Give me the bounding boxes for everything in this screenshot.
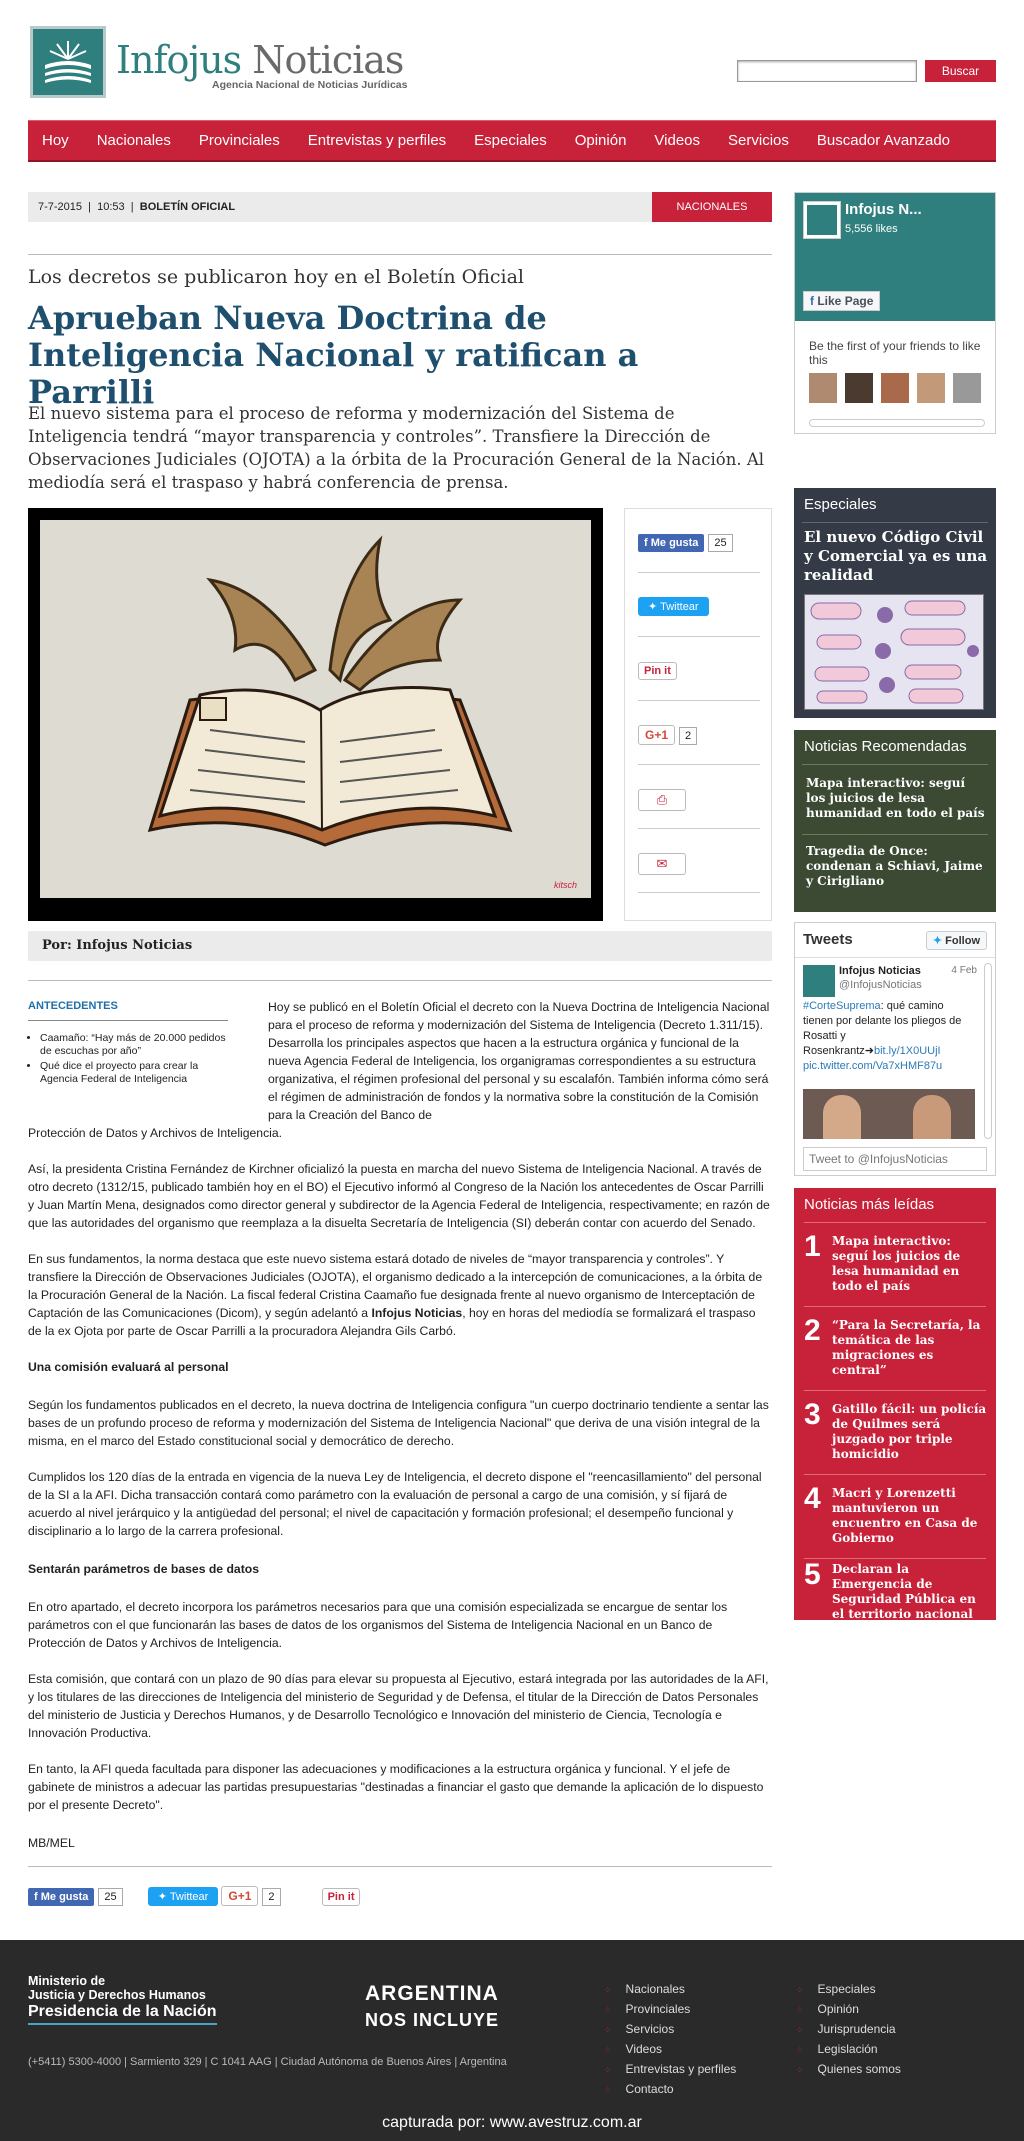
- footer-link-label: Especiales: [817, 1982, 876, 1996]
- footer-link[interactable]: [796, 2022, 896, 2036]
- facebook-widget: [794, 192, 996, 434]
- fb-like-button[interactable]: [28, 1888, 94, 1906]
- article-title: Aprueban Nueva Doctrina de Inteligencia Nacional y ratifican a Parrilli: [28, 299, 639, 411]
- email-button[interactable]: [638, 853, 686, 875]
- signature: MB/MEL: [28, 1836, 75, 1850]
- facebook-icon: f: [810, 294, 818, 308]
- tweet-label: Twittear: [169, 1891, 209, 1903]
- fb-cover[interactable]: [795, 193, 995, 321]
- article-source[interactable]: BOLETÍN OFICIAL: [139, 201, 236, 213]
- fb-scrollbar[interactable]: [809, 419, 985, 427]
- share-twitter: [638, 573, 760, 637]
- footer-link-label: Servicios: [625, 2022, 675, 2036]
- subheading-2: Sentarán parámetros de bases de datos: [28, 1562, 259, 1576]
- tweets-scrollbar[interactable]: [984, 963, 992, 1139]
- mas-leida-link[interactable]: Mapa interactivo: seguí los juicios de lesa humanidad en todo el país: [832, 1234, 961, 1293]
- footer-contact: (+5411) 5300-4000 | Sarmiento 329 | C 1041 AAG | Ciudad Autónoma de Buenos Aires | Argentina: [28, 2056, 507, 2068]
- especiales-title[interactable]: El nuevo Código Civil y Comercial ya es una realidad: [804, 528, 988, 584]
- fb-like-count: 25: [98, 1888, 122, 1906]
- paragraph-3-bold: Infojus Noticias: [371, 1306, 463, 1320]
- article-date: 7-7-2015: [38, 201, 83, 213]
- share-googleplus: [638, 701, 760, 765]
- tweet-avatar[interactable]: [803, 965, 835, 997]
- especiales-image[interactable]: [804, 594, 984, 710]
- brand-subtitle: Agencia Nacional de Noticias Jurídicas: [212, 79, 408, 91]
- bullet-icon: ⁘: [796, 1985, 804, 1995]
- paragraph-3-c: , hoy en horas del mediodía se formalizará el traspaso de la ex Ojota por parte de Oscar Parrilli a la procuradora Alejandra Gils Carbó.: [28, 1306, 756, 1338]
- mas-leida-link[interactable]: “Para la Secretaría, la temática de las migraciones es central”: [832, 1318, 981, 1377]
- footer-link-label: Quienes somos: [817, 2062, 901, 2076]
- paragraph-8: En tanto, la AFI queda facultada para disponer las adecuaciones y modificaciones a la estructura orgánica y funcional. Y el jefe de gabinete de ministros a adecuar las partidas presupuestarias "destinadas a financiar el gasto que demande la aplicación de lo dispuesto por el presente Decreto".: [28, 1762, 764, 1812]
- divider: [28, 980, 772, 981]
- tweet-photo[interactable]: [803, 1089, 975, 1139]
- rank-number: 3: [804, 1398, 821, 1431]
- footer-link[interactable]: [604, 2002, 690, 2016]
- paragraph-6: En otro apartado, el decreto incorpora los parámetros necesarios para que una comisión especializada se encargue de sentar los parámetros con el que funcionarán las bases de datos de los organismos del Sistema de Inteligencia Nacional en un Banco de Protección de Datos y Archivos de Inteligencia.: [28, 1600, 728, 1650]
- fb-like-button[interactable]: [638, 534, 704, 552]
- presidencia-logo[interactable]: Presidencia de la Nación: [28, 2003, 217, 2025]
- paragraph-3: [28, 1250, 772, 1340]
- fb-friend-avatar[interactable]: [845, 373, 873, 403]
- envelope-icon: ✉: [656, 856, 668, 871]
- recomendadas-head: Noticias Recomendadas: [804, 738, 967, 755]
- antecedentes-list: [40, 1032, 230, 1088]
- twitter-widget: [794, 922, 996, 1176]
- fb-like-page-label: Like Page: [817, 294, 874, 308]
- footer-link-label: Nacionales: [625, 1982, 685, 1996]
- fb-friend-avatar[interactable]: [881, 373, 909, 403]
- footer-link-label: Videos: [625, 2042, 663, 2056]
- nav-hoy[interactable]: Hoy: [42, 132, 69, 149]
- fb-page-likes: 5,556 likes: [845, 223, 898, 235]
- mas-leida-link[interactable]: Declaran la Emergencia de Seguridad Pública en el territorio nacional: [832, 1562, 976, 1621]
- bottom-share-bar: [28, 1886, 772, 1908]
- footer-link-label: Jurisprudencia: [817, 2022, 896, 2036]
- bullet-icon: ⁘: [604, 2065, 612, 2075]
- mas-leida-item[interactable]: [804, 1230, 990, 1304]
- brand-noticias: Noticias: [252, 38, 404, 82]
- tweet-link[interactable]: bit.ly/1X0UUjI: [873, 1045, 941, 1057]
- bullet-icon: ⁘: [796, 2045, 804, 2055]
- footer-link[interactable]: [604, 2022, 674, 2036]
- site-logo[interactable]: [30, 26, 106, 98]
- tweet-pic-link[interactable]: pic.twitter.com/Va7xHMF87u: [803, 1060, 943, 1072]
- tweet-handle[interactable]: @InfojusNoticias: [839, 979, 922, 991]
- nav-servicios[interactable]: Servicios: [728, 132, 789, 149]
- recomendada-link[interactable]: Mapa interactivo: seguí los juicios de lesa humanidad en todo el país: [806, 776, 985, 820]
- paragraph-1-end: Protección de Datos y Archivos de Inteligencia.: [28, 1126, 283, 1140]
- footer-link-label: Provinciales: [625, 2002, 691, 2016]
- footer-link[interactable]: [604, 2082, 674, 2096]
- rank-number: 5: [804, 1558, 821, 1591]
- print-button[interactable]: [638, 789, 686, 811]
- footer-link[interactable]: [604, 1982, 685, 1996]
- bullet-icon: ⁘: [796, 2025, 804, 2035]
- codigo-civil-illustration: [805, 595, 983, 709]
- paragraph-3-a: En sus fundamentos, la norma destaca que este nuevo sistema estará dotado de niveles de “mayor transparencia y controles”. Y transfiere la Dirección de Observaciones Judiciales (OJOTA), el organismo dedicado a la intercepción de comunicaciones, a la órbita de la Procuración General de la Nación. La fiscal federal Cristina Caamaño fue designada frente al nuevo organismo de Interceptación de Captación de las Comunicaciones (Dicom), y según adelantó a: [28, 1252, 763, 1320]
- especiales-head[interactable]: Especiales: [804, 496, 877, 513]
- book-sun-icon: [33, 29, 103, 95]
- article-summary: El nuevo sistema para el proceso de reforma y modernización del Sistema de Inteligencia tendrá “mayor transparencia y controles”. Transfiere la Dirección de Observaciones Judiciales (OJOTA) a la órbita de la Procuración General de la Nación. Al mediodía será el traspaso y habrá conferencia de prensa.: [28, 404, 765, 492]
- gplus-button[interactable]: G+1: [638, 725, 675, 745]
- tweet-label: Twittear: [660, 601, 699, 613]
- fb-like-label: Me gusta: [650, 537, 699, 549]
- footer-link-label: Legislación: [817, 2042, 878, 2056]
- share-pinterest: [638, 637, 760, 701]
- ministerio-line1: Ministerio de: [28, 1974, 106, 1988]
- twitter-icon: ✦: [157, 1891, 170, 1903]
- fb-friend-avatar[interactable]: [917, 373, 945, 403]
- paragraph-7: Esta comisión, que contará con un plazo de 90 días para elevar su propuesta al Ejecutivo, estará integrada por las autoridades de la AFI, y los titulares de las direcciones de Inteligencia del ministerio de Seguridad y de Defensa, el titular de la Dirección de Datos Personales del ministerio de Justicia y Derechos Humanos, y de Desarrollo Tecnológico e Innovación del ministerio de Ciencia, Tecnología e Innovación Productiva.: [28, 1672, 769, 1740]
- antecedentes-link[interactable]: • Caamaño: “Hay más de 20.000 pedidos de escuchas por año”: [40, 1032, 230, 1058]
- nav-videos[interactable]: Videos: [654, 132, 701, 149]
- tweet-button[interactable]: [638, 597, 709, 616]
- tweet-hashtag[interactable]: #CorteSuprema: [803, 1000, 881, 1012]
- brand-name[interactable]: [116, 38, 403, 82]
- mas-leida-item[interactable]: [804, 1558, 990, 1632]
- section-tag[interactable]: NACIONALES: [652, 192, 772, 222]
- gplus-button[interactable]: G+1: [221, 1886, 258, 1906]
- paragraph-1: Hoy se publicó en el Boletín Oficial el decreto con la Nueva Doctrina de Inteligencia Nacional para el proceso de reforma y modernización del Sistema de Inteligencia (Decreto 1.311/15). Desarrolla los principales aspectos que hacen a la estructura orgánica y funcional de la nueva Agencia Federal de Inteligencia, los organigramas correspondientes a su estructura organizativa, el régimen profesional del personal y su escalafón. También informa cómo será el régimen de administración de fondos y la normativa sobre la constitución de la Comisión para la Creación del Banco de: [268, 1000, 770, 1122]
- twitter-icon: ✦: [932, 935, 946, 947]
- fb-friend-avatar[interactable]: [809, 373, 837, 403]
- mas-leidas-head: Noticias más leídas: [804, 1196, 935, 1213]
- mas-leida-item[interactable]: [804, 1482, 990, 1556]
- subheading-1: Una comisión evaluará al personal: [28, 1360, 229, 1374]
- capture-watermark: capturada por: www.avestruz.com.ar: [382, 2114, 642, 2131]
- tweets-title[interactable]: Tweets: [803, 931, 853, 948]
- mas-leida-item[interactable]: [804, 1398, 990, 1472]
- pin-it-button[interactable]: Pin it: [322, 1888, 361, 1906]
- antecedentes-underline: [28, 1020, 228, 1021]
- nav-opinion[interactable]: Opinión: [574, 132, 627, 149]
- bullet-icon: ⁘: [604, 2045, 612, 2055]
- rank-number: 2: [804, 1314, 821, 1347]
- tweet-to-input[interactable]: Tweet to @InfojusNoticias: [803, 1147, 987, 1171]
- nav-especiales[interactable]: Especiales: [474, 132, 547, 149]
- antecedentes-link[interactable]: • Qué dice el proyecto para crear la Agencia Federal de Inteligencia: [40, 1060, 230, 1086]
- bullet-icon: ⁘: [604, 2005, 612, 2015]
- facebook-icon: f: [34, 1891, 41, 1903]
- paragraph-2: Así, la presidenta Cristina Fernández de Kirchner oficializó la puesta en marcha del nuevo Sistema de Inteligencia Nacional. A través de otro decreto (1312/15, publicado también hoy en el BO) el Ejecutivo informó al Congreso de la Nación los antecedentes de Oscar Parrilli y Juan Martín Mena, designados como director general y subdirector de la Agencia Federal de Inteligencia, respectivamente; en razón de que las autoridades del organismo que reemplaza a la disuelta Secretaría de Inteligencia (SI) deberán contar con acuerdo del Senado.: [28, 1162, 770, 1230]
- footer-link[interactable]: [796, 2002, 859, 2016]
- rank-number: 1: [804, 1230, 821, 1263]
- share-email: [638, 829, 760, 893]
- search-input[interactable]: [737, 60, 917, 82]
- footer-link[interactable]: [796, 2042, 878, 2056]
- footer-link[interactable]: [796, 1982, 876, 1996]
- tweet-text: [803, 999, 975, 1074]
- tweet-user[interactable]: Infojus Noticias: [839, 965, 921, 977]
- byline: Por: Infojus Noticias: [28, 931, 772, 961]
- mas-leida-link[interactable]: Macri y Lorenzetti mantuvieron un encuentro en Casa de Gobierno: [832, 1486, 978, 1545]
- gplus-count: 2: [679, 727, 697, 745]
- brand-infojus: Infojus: [116, 38, 242, 82]
- main-nav: [28, 120, 996, 162]
- site-footer: [0, 1940, 1024, 2141]
- ministerio-logo[interactable]: [28, 1974, 206, 2002]
- caricature-book: [40, 520, 591, 898]
- argentina-logo: ARGENTINA: [365, 1982, 499, 2005]
- open-book-illustration: [40, 520, 591, 898]
- share-facebook: [638, 509, 760, 573]
- recomendadas-box: [794, 730, 996, 912]
- fb-page-avatar: [803, 201, 841, 239]
- nav-buscador[interactable]: Buscador Avanzado: [816, 132, 951, 149]
- article-kicker: Los decretos se publicaron hoy en el Boletín Oficial: [28, 266, 525, 288]
- share-print: [638, 765, 760, 829]
- divider: [28, 254, 772, 255]
- image-credit: kitsch: [553, 880, 577, 890]
- mas-leida-item[interactable]: [804, 1314, 990, 1388]
- fb-page-name[interactable]: Infojus N...: [845, 201, 922, 218]
- nav-provinciales[interactable]: Provinciales: [198, 132, 280, 149]
- ministerio-line2: Justicia y Derechos Humanos: [28, 1988, 206, 2002]
- paragraph-4: Según los fundamentos publicados en el decreto, la nueva doctrina de Inteligencia configura "un cuerpo doctrinario tendiente a sentar las bases de un profundo proceso de reforma y modernización del Sistema de Inteligencia Nacional" que deriva de una visión integral de la misma, en el marco del Estado constitucional social y democrático de derecho.: [28, 1398, 769, 1448]
- mas-leida-link[interactable]: Gatillo fácil: un policía de Quilmes será juzgado por triple homicidio: [832, 1402, 987, 1461]
- nav-entrevistas[interactable]: Entrevistas y perfiles: [307, 132, 447, 149]
- follow-label: Follow: [945, 935, 980, 947]
- bullet-icon: ⁘: [796, 2005, 804, 2015]
- bullet-icon: ⁘: [604, 2085, 612, 2095]
- pin-it-button[interactable]: Pin it: [638, 662, 677, 680]
- especiales-box: [794, 488, 996, 718]
- twitter-follow-button[interactable]: [926, 931, 987, 950]
- fb-like-label: Me gusta: [40, 1891, 89, 1903]
- fb-like-count: 25: [708, 534, 732, 552]
- bullet-icon: ⁘: [796, 2065, 804, 2075]
- footer-link-label: Opinión: [817, 2002, 859, 2016]
- footer-link-label: Contacto: [625, 2082, 674, 2096]
- footer-link[interactable]: [796, 2062, 901, 2076]
- tweet-button[interactable]: [148, 1887, 219, 1906]
- antecedentes-title: ANTECEDENTES: [28, 1000, 118, 1012]
- recomendada-link[interactable]: Tragedia de Once: condenan a Schiavi, Jaime y Cirigliano: [806, 844, 983, 888]
- share-column: [624, 508, 772, 921]
- twitter-icon: ✦: [648, 601, 661, 613]
- fb-friend-avatar[interactable]: [953, 373, 981, 403]
- search-button[interactable]: Buscar: [925, 60, 996, 82]
- gplus-count: 2: [262, 1888, 280, 1906]
- facebook-icon: f: [644, 537, 651, 549]
- bullet-icon: ⁘: [604, 2025, 612, 2035]
- fb-friends-text: Be the first of your friends to like this: [809, 339, 981, 367]
- bullet-icon: ⁘: [604, 1985, 612, 1995]
- footer-link-label: Entrevistas y perfiles: [625, 2062, 737, 2076]
- tweet-date[interactable]: 4 Feb: [951, 965, 977, 976]
- paragraph-5: Cumplidos los 120 días de la entrada en vigencia de la nueva Ley de Inteligencia, el decreto dispone el "reencasillamiento" del personal de la SI a la AFI. Dicha transacción contará como parámetro con la evaluación de personal a cargo de una comisión, y sí fijará de acuerdo al nivel jerárquico y la antigüedad del personal; el nivel de capacitación y formación profesional; el desempeño funcional y disciplinario a lo largo de la carrera profesional.: [28, 1470, 762, 1538]
- tweet-body: : qué camino tienen por delante los pliegos de Rosatti y Rosenkrantz➜: [803, 1000, 962, 1057]
- article-time: 10:53: [97, 201, 125, 213]
- article-meta: 7-7-2015 | 10:53 | BOLETÍN OFICIAL: [28, 192, 772, 222]
- article-image[interactable]: [28, 508, 603, 921]
- footer-link[interactable]: [604, 2062, 736, 2076]
- divider: [28, 1866, 772, 1867]
- footer-link[interactable]: [604, 2042, 662, 2056]
- fb-like-page-button[interactable]: [803, 291, 880, 311]
- printer-icon: ⎙: [656, 792, 668, 807]
- nav-nacionales[interactable]: Nacionales: [96, 132, 171, 149]
- nos-incluye-logo: NOS INCLUYE: [365, 2010, 500, 2030]
- mas-leidas-box: [794, 1188, 996, 1620]
- rank-number: 4: [804, 1482, 821, 1515]
